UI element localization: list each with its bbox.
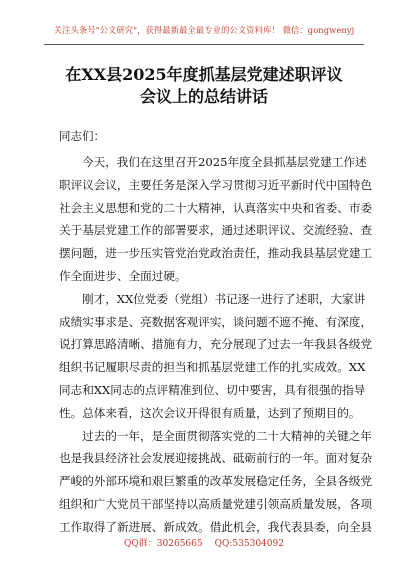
salutation: 同志们： — [59, 129, 105, 143]
paragraph-line: 摆问题，进一步压实管党治党政治责任，推动我县基层党建工 — [59, 246, 373, 261]
paragraph-1 — [59, 151, 373, 288]
title-line-2: 会议上的总结讲话 — [139, 87, 268, 106]
qq-group-number: QQ群：30265665 — [124, 539, 203, 549]
paragraph-line: 作全面进步、全面过硬。 — [59, 268, 187, 283]
paragraph-line: 组织和广大党员干部坚持以高质量党建引领高质量发展，各项 — [59, 496, 373, 511]
paragraph-line: 性。总体来看，这次会议开得很有质量，达到了预期目的。 — [59, 405, 361, 420]
paragraph-3 — [59, 425, 373, 539]
header-promo-text: 关注头条号"公文研究"，获得最新最全最专业的公文资料库！ 微信：gongwenyj — [53, 25, 355, 35]
paragraph-line: 过去的一年，是全面贯彻落实党的二十大精神的关键之年 — [82, 428, 372, 443]
title-line-1: 在XX县2025年度抓基层党建述职评议 — [65, 65, 343, 84]
paragraph-line: 也是我县经济社会发展迎接挑战、砥砺前行的一年。面对复杂 — [59, 451, 373, 466]
paragraph-line: 同志和XX同志的点评精准到位、切中要害，具有很强的指导 — [59, 382, 366, 397]
document-title — [30, 64, 378, 108]
paragraph-line: 关于基层党建工作的部署要求，通过述职评议、交流经验、查 — [59, 223, 373, 238]
paragraph-line: 成绩实事求是、亮数据客观评实，谈问题不遮不掩、有深度， — [59, 314, 373, 329]
footer-contact — [0, 536, 408, 549]
paragraph-line: 今天，我们在这里召开2025年度全县抓基层党建工作述 — [82, 155, 367, 169]
paragraph-line: 工作取得了新进展、新成效。借此机会，我代表县委，向全县 — [59, 519, 373, 534]
paragraph-line: 说打算思路清晰、措施有力，充分展现了过去一年我县各级党 — [59, 337, 373, 352]
document-body — [59, 128, 373, 539]
paragraph-line: 严峻的外部环境和艰巨繁重的改革发展稳定任务，全县各级党 — [59, 474, 373, 489]
paragraph-line: 社会主义思想和党的二十大精神，认真落实中央和省委、市委 — [59, 200, 373, 215]
qq-number: QQ:535304092 — [214, 539, 284, 549]
paragraph-line: 职评议会议，主要任务是深入学习贯彻习近平新时代中国特色 — [59, 177, 373, 192]
paragraph-line: 组织书记履职尽责的担当和抓基层党建工作的扎实成效。XX — [59, 360, 366, 375]
paragraph-line: 刚才，XX位党委（党组）书记逐一进行了述职，大家讲 — [82, 291, 366, 306]
header-divider — [44, 44, 364, 45]
paragraph-2 — [59, 288, 373, 425]
